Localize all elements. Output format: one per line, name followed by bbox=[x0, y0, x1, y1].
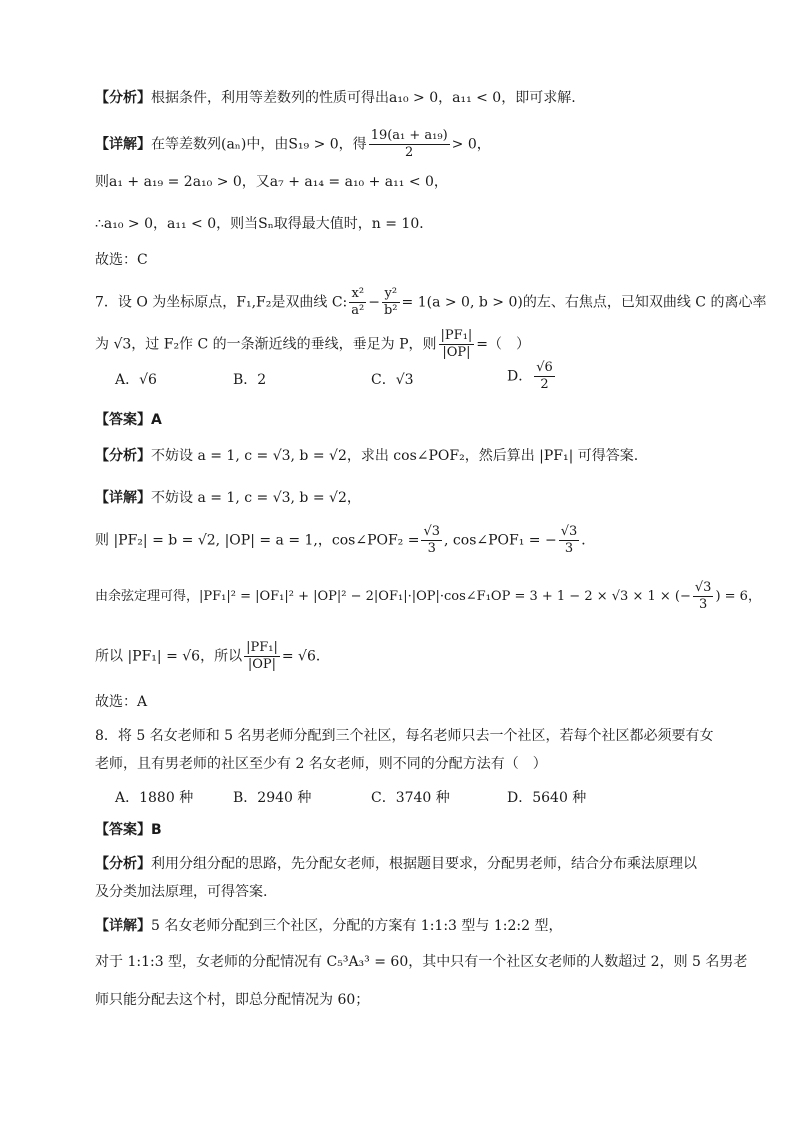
analysis-text: 不妨设 a = 1, c = √3, b = √2，求出 cos∠POF₂，然后算出 |PF₁| 可得答案. bbox=[151, 448, 639, 464]
q7-detail-line4 bbox=[95, 640, 734, 673]
detail-text-end: > 0， bbox=[451, 136, 491, 153]
q7-answer-tag: 【答案】A bbox=[95, 412, 162, 428]
minus-sign: − bbox=[368, 294, 380, 311]
detail-text: 由余弦定理可得，|PF₁|² = |OF₁|² + |OP|² − 2|OF₁|·|OP|·cos∠F₁OP = 3 + 1 − 2 × √3 × 1 × (− bbox=[95, 589, 691, 604]
fraction-numerator: y² bbox=[382, 286, 400, 303]
detail-text: 则 |PF₂| = b = √2, |OP| = a = 1,，cos∠POF₂ = bbox=[95, 532, 420, 549]
analysis-tag: 【分析】 bbox=[95, 856, 151, 872]
fraction-numerator: √3 bbox=[694, 580, 712, 595]
q7-analysis bbox=[95, 446, 734, 466]
option-label: D． bbox=[507, 368, 533, 385]
q8-detail-line1 bbox=[95, 916, 734, 936]
fraction-denominator: 2 bbox=[405, 145, 414, 160]
detail-tag: 【详解】 bbox=[95, 918, 151, 934]
stem-text: 7．设 O 为坐标原点，F₁,F₂是双曲线 C: bbox=[95, 294, 348, 311]
q6-detail-line2: 则a₁ + a₁₉ = 2a₁₀ > 0，又a₇ + a₁₄ = a₁₀ + a₁₁ < 0， bbox=[95, 174, 448, 190]
fraction-denominator: |OP| bbox=[442, 345, 471, 360]
fraction-denominator: |OP| bbox=[247, 657, 277, 672]
fraction-denominator: 3 bbox=[699, 597, 708, 612]
q8-stem-line2: 老师，且有男老师的社区至少有 2 名女老师，则不同的分配方法有（ ） bbox=[95, 756, 547, 772]
fraction-sqrt6-2 bbox=[534, 360, 555, 393]
detail-text: 不妨设 a = 1, c = √3, b = √2， bbox=[151, 490, 361, 506]
fraction-numerator: √6 bbox=[536, 360, 553, 375]
detail-text-mid: , cos∠POF₁ = − bbox=[444, 532, 557, 549]
fraction-x2-a2 bbox=[349, 286, 366, 319]
fraction-y2-b2 bbox=[382, 286, 400, 319]
fraction-numerator: √3 bbox=[560, 524, 578, 539]
analysis-tag: 【分析】 bbox=[95, 448, 151, 464]
q8-analysis-line1 bbox=[95, 854, 734, 874]
q7-stem-line2 bbox=[95, 328, 734, 361]
q7-option-c: C．√3 bbox=[371, 372, 414, 388]
fraction bbox=[559, 524, 580, 557]
q8-option-c: C．3740 种 bbox=[371, 790, 450, 806]
q8-stem-line1: 8．将 5 名女老师和 5 名男老师分配到三个社区，每名老师只去一个社区，若每个社区都必须要有女 bbox=[95, 728, 714, 744]
analysis-text: 利用分组分配的思路，先分配女老师，根据题目要求，分配男老师，结合分布乘法原理以 bbox=[151, 856, 697, 872]
fraction-denominator: 3 bbox=[564, 541, 574, 556]
fraction-pf1-op bbox=[439, 328, 475, 361]
q7-option-a: A．√6 bbox=[115, 372, 157, 388]
q7-answer: 故选：A bbox=[95, 694, 148, 710]
q8-analysis-line2: 及分类加法原理，可得答案. bbox=[95, 884, 268, 900]
q6-analysis bbox=[95, 88, 734, 108]
q8-detail-line2: 对于 1:1:3 型，女老师的分配情况有 C₅³A₃³ = 60，其中只有一个社区女老师的人数超过 2，则 5 名男老 bbox=[95, 954, 748, 970]
fraction-numerator: |PF₁| bbox=[246, 640, 278, 655]
detail-tag: 【详解】 bbox=[95, 136, 151, 153]
stem-text: 为 √3，过 F₂作 C 的一条渐近线的垂线，垂足为 P，则 bbox=[95, 336, 437, 353]
analysis-text: 根据条件，利用等差数列的性质可得出a₁₀ > 0，a₁₁ < 0，即可求解. bbox=[151, 90, 576, 106]
q8-detail-line3: 师只能分配去这个村，即总分配情况为 60； bbox=[95, 992, 370, 1008]
detail-text-end: = √6． bbox=[281, 648, 330, 665]
q7-stem-line1 bbox=[95, 286, 767, 319]
fraction-denominator: 2 bbox=[540, 377, 549, 392]
q7-option-b: B．2 bbox=[233, 372, 267, 388]
fraction-numerator: 19(a₁ + a₁₉) bbox=[370, 128, 448, 143]
q8-option-a: A．1880 种 bbox=[115, 790, 194, 806]
fraction bbox=[421, 524, 442, 557]
fraction-numerator: √3 bbox=[423, 524, 441, 539]
fraction bbox=[369, 128, 450, 161]
q8-answer-tag: 【答案】B bbox=[95, 822, 162, 838]
detail-text-end: ． bbox=[581, 532, 596, 549]
detail-text: 在等差数列(aₙ)中，由S₁₉ > 0，得 bbox=[151, 136, 367, 153]
fraction bbox=[244, 640, 280, 673]
fraction-denominator: 3 bbox=[427, 541, 436, 556]
q7-detail-line1 bbox=[95, 488, 734, 508]
fraction bbox=[693, 580, 714, 613]
fraction-numerator: x² bbox=[349, 286, 366, 303]
detail-text: 所以 |PF₁| = √6，所以 bbox=[95, 648, 243, 665]
q7-detail-line2 bbox=[95, 524, 734, 557]
fraction-denominator: b² bbox=[383, 303, 398, 318]
q7-detail-line3 bbox=[95, 580, 761, 613]
detail-text: 5 名女老师分配到三个社区，分配的方案有 1:1:3 型与 1:2:2 型， bbox=[151, 918, 563, 934]
detail-tag: 【详解】 bbox=[95, 490, 151, 506]
detail-text-end: ) = 6， bbox=[715, 589, 761, 604]
stem-text-end: =（ ） bbox=[476, 336, 531, 353]
q6-answer: 故选：C bbox=[95, 252, 148, 268]
q7-option-d bbox=[507, 360, 557, 393]
q6-detail-line3: ∴a₁₀ > 0，a₁₁ < 0，则当Sₙ取得最大值时，n = 10． bbox=[95, 216, 434, 232]
q8-option-b: B．2940 种 bbox=[233, 790, 312, 806]
stem-text-end: = 1(a > 0, b > 0)的左、右焦点，已知双曲线 C 的离心率 bbox=[401, 294, 767, 311]
fraction-numerator: |PF₁| bbox=[440, 328, 473, 343]
q6-detail-line1 bbox=[95, 128, 734, 161]
fraction-denominator: a² bbox=[351, 303, 365, 318]
q8-option-d: D．5640 种 bbox=[507, 790, 587, 806]
analysis-tag: 【分析】 bbox=[95, 90, 151, 106]
